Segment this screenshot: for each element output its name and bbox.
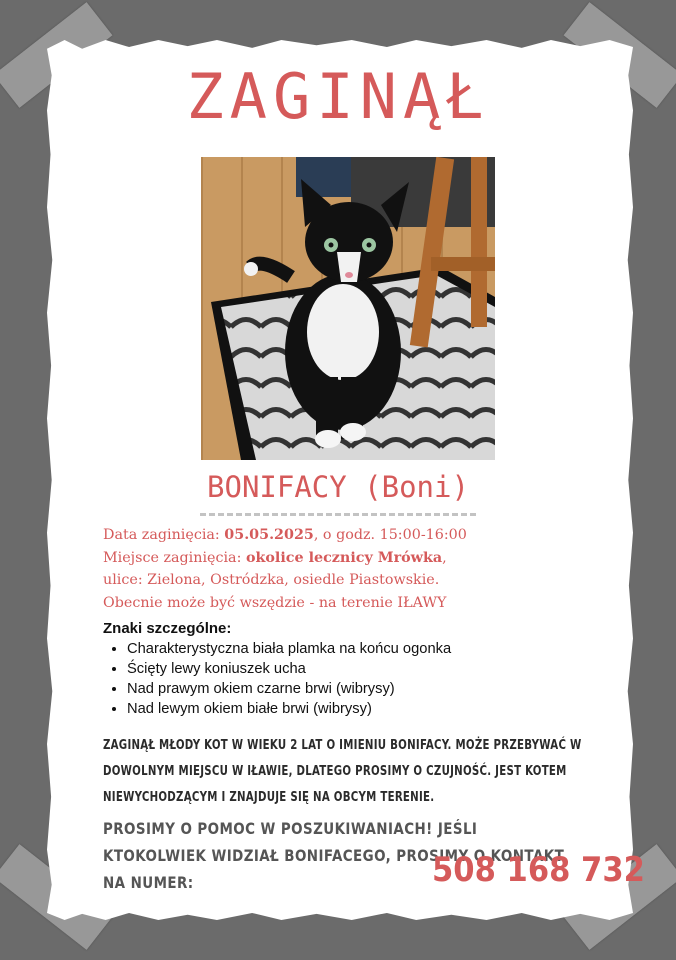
features-title: Znaki szczególne: — [103, 620, 232, 637]
date-value: 05.05.2025 — [224, 527, 314, 543]
list-item: • Ścięty lewy koniuszek ucha — [127, 659, 583, 679]
place-label: Miejsce zaginięcia: — [103, 549, 246, 566]
appeal-text: PROSIMY O POMOC W POSZUKIWANIACH! JEŚLI KTOKOLWIEK WIDZIAŁ BONIFACEGO, PROSIMY O KONTAKT NA NUMER: — [103, 819, 565, 892]
phone-number[interactable]: 508 168 732 — [432, 850, 645, 890]
description-text: ZAGINĄŁ MŁODY KOT W WIEKU 2 LAT O IMIENIU BONIFACY. MOŻE PRZEBYWAĆ W DOWOLNYM MIEJSCU W IŁAWIE, DLATEGO PROSIMY O CZUJNOŚĆ. JEST KOTEM NIEWYCHODZĄCYM I ZNAJDUJE SIĘ NA OBCYM TERENIE. — [103, 738, 582, 805]
date-label: Data zaginięcia: — [103, 527, 225, 543]
list-item: • Nad lewym okiem białe brwi (wibrysy) — [127, 699, 583, 719]
cat-name: BONIFACY (Boni) — [207, 470, 469, 504]
features-list — [103, 639, 583, 719]
list-item: • Charakterystyczna biała plamka na końcu ogonka — [127, 639, 583, 659]
streets-line: ulice: Zielona, Ostródzka, osiedle Piastowskie. — [103, 572, 440, 588]
note-line: Obecnie może być wszędzie - na terenie IŁAWY — [103, 594, 447, 611]
place-end: , — [442, 549, 447, 566]
details-block — [103, 524, 583, 614]
cat-photo — [201, 157, 495, 460]
date-line — [103, 524, 583, 547]
poster-title: ZAGINĄŁ — [186, 60, 490, 133]
place-value: okolice lecznicy Mrówka — [245, 549, 443, 566]
divider — [200, 513, 476, 516]
features-block — [103, 619, 583, 719]
list-item: • Nad prawym okiem czarne brwi (wibrysy) — [127, 679, 583, 699]
place-line — [103, 547, 583, 570]
time-text: , o godz. 15:00-16:00 — [313, 527, 467, 543]
